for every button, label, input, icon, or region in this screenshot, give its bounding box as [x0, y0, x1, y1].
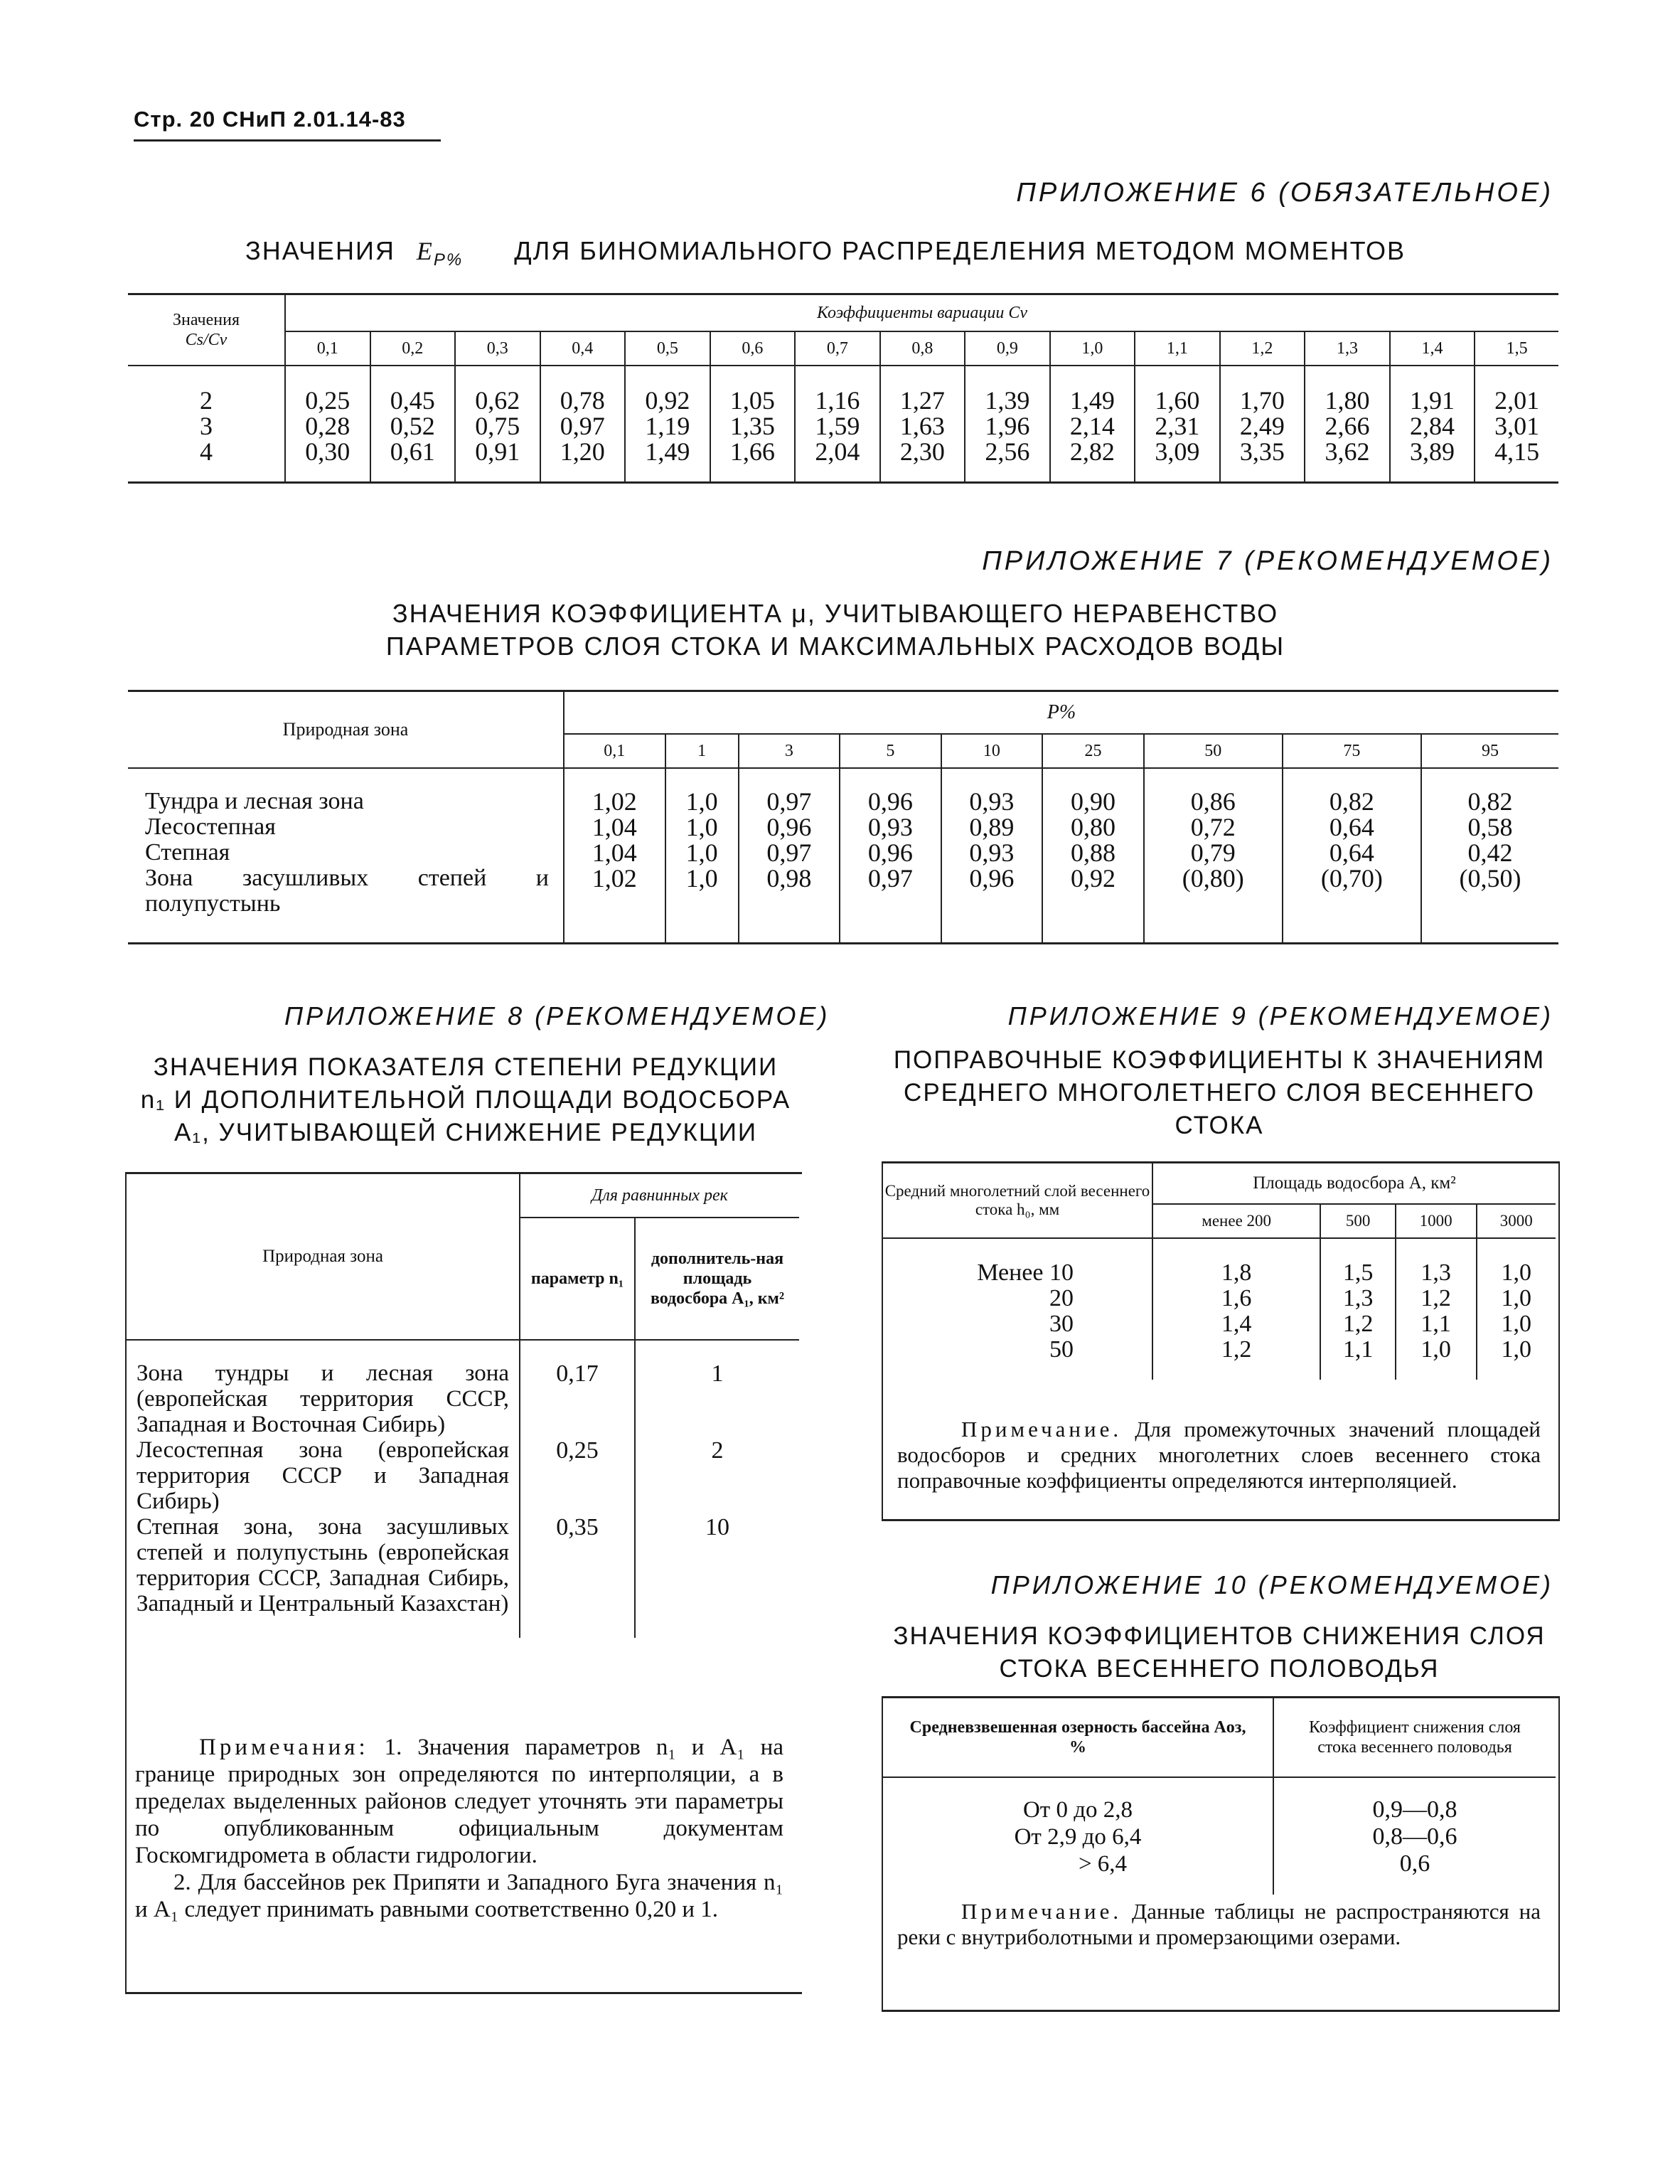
app9-table [883, 1163, 1556, 1380]
app6-col-header: 0,1 [285, 331, 370, 366]
app7-cell: 0,92 [1070, 864, 1115, 893]
app6-cell: 2,14 [1069, 412, 1115, 440]
app7-col-header: 0,1 [564, 734, 665, 768]
app7-col-header: 50 [1144, 734, 1283, 768]
app6-cell: 1,27 [899, 386, 945, 415]
app9-row-header: Средний многолетний слой весеннего стока h₀, мм [883, 1163, 1152, 1238]
app7-cell: 0,80 [1070, 813, 1115, 841]
app7-col-header: 75 [1283, 734, 1421, 768]
app9-title-line: ПОПРАВОЧНЫЕ КОЭФФИЦИЕНТЫ К ЗНАЧЕНИЯМ [893, 1046, 1546, 1074]
app9-cell: 1,0 [1501, 1285, 1531, 1311]
app8-title [121, 1051, 810, 1149]
app6-cell: 1,66 [729, 437, 775, 466]
app7-cell: (0,50) [1459, 864, 1521, 893]
app9-group-header: Площадь водосбора A, км² [1152, 1163, 1556, 1204]
app6-cell: 2,30 [899, 437, 945, 466]
app6-cell: 1,59 [815, 412, 860, 440]
app7-col-header: 10 [941, 734, 1043, 768]
app6-col-header: 0,3 [455, 331, 540, 366]
app6-cell: 1,91 [1409, 386, 1455, 415]
app6-title-sub: P% [433, 250, 464, 270]
app6-cell: 2,01 [1494, 386, 1540, 415]
app9-label: ПРИЛОЖЕНИЕ 9 (РЕКОМЕНДУЕМОЕ) [1007, 1001, 1553, 1030]
app9-cell: 1,2 [1420, 1285, 1451, 1311]
app6-cell: 0,75 [475, 412, 520, 440]
app8-note-lead: Примечания: [199, 1735, 369, 1760]
app9-cell: 1,2 [1221, 1336, 1252, 1363]
app9-row-label: Менее 10 [977, 1259, 1074, 1286]
app9-cell: 1,3 [1420, 1259, 1451, 1286]
app6-col-header: 0,4 [540, 331, 626, 366]
app7-cell: 1,0 [685, 864, 718, 893]
app6-cell: 1,49 [645, 437, 690, 466]
app9-col-header: 1000 [1396, 1204, 1477, 1238]
app7-zone: Лесостепная [145, 814, 276, 840]
app8-group-header: Для равнинных рек [520, 1174, 799, 1218]
app9-col-header: 500 [1320, 1204, 1395, 1238]
app7-cell: 0,82 [1329, 787, 1374, 816]
app6-col-header: 1,5 [1475, 331, 1558, 366]
app6-cell: 1,63 [899, 412, 945, 440]
app6-cell: 3,62 [1325, 437, 1370, 466]
app8-note-1: 1. Значения параметров n₁ и A₁ на границе природных зон определяются по интерполяции, а в пределах выделенных районов следует уточнять эти параметры по опубликованным официальным документам Госкомгидромета в области гидрологии. [135, 1735, 783, 1868]
app6-cell: 0,45 [390, 386, 435, 415]
app6-cell: 2,04 [815, 437, 860, 466]
app9-title-line: СТОКА [1175, 1112, 1264, 1139]
app6-table [128, 293, 1558, 484]
app6-cell: 3,89 [1409, 437, 1455, 466]
app7-cell: 0,86 [1190, 787, 1236, 816]
app7-cell: 1,02 [592, 787, 637, 816]
app6-row-label: 4 [200, 437, 213, 466]
app7-cell: 0,97 [766, 838, 812, 867]
app9-row-label: 30 [1049, 1311, 1074, 1337]
app6-cell: 1,16 [815, 386, 860, 415]
app8-label: ПРИЛОЖЕНИЕ 8 (РЕКОМЕНДУЕМОЕ) [284, 1001, 830, 1030]
app9-row-label: 20 [1049, 1285, 1074, 1311]
app7-cell: 0,96 [766, 813, 812, 841]
app8-notes [135, 1734, 783, 1923]
app8-title-line: A₁, УЧИТЫВАЮЩЕЙ СНИЖЕНИЕ РЕДУКЦИИ [173, 1119, 758, 1146]
app10-coefs [1273, 1777, 1556, 1895]
app9-cell: 1,4 [1221, 1311, 1252, 1337]
app10-note-lead: Примечание. [961, 1899, 1123, 1924]
app6-cell: 0,52 [390, 412, 435, 440]
app8-title-line: ЗНАЧЕНИЯ ПОКАЗАТЕЛЯ СТЕПЕНИ РЕДУКЦИИ [153, 1053, 779, 1081]
app8-row-a1: 10 [635, 1514, 799, 1638]
app7-title-line: ЗНАЧЕНИЯ КОЭФФИЦИЕНТА μ, УЧИТЫВАЮЩЕГО НЕРАВЕНСТВО [392, 599, 1279, 628]
app7-col-header: 1 [665, 734, 739, 768]
app6-cell: 0,97 [560, 412, 605, 440]
header-rule [134, 139, 441, 142]
app9-cell: 1,0 [1501, 1311, 1531, 1337]
app10-title [874, 1620, 1564, 1685]
app7-cell: 0,58 [1467, 813, 1513, 841]
app6-col-header: 1,3 [1305, 331, 1390, 366]
app6-cell: 0,91 [475, 437, 520, 466]
app6-cell: 1,39 [985, 386, 1030, 415]
app8-table [127, 1174, 799, 1638]
app7-col-header: 25 [1042, 734, 1144, 768]
app9-cell: 1,1 [1420, 1311, 1451, 1337]
app6-row-label: 3 [200, 412, 213, 440]
app6-cell: 0,92 [645, 386, 690, 415]
app7-col-header: 95 [1421, 734, 1558, 768]
app7-cell: 0,42 [1467, 838, 1513, 867]
app8-row-zone: Степная зона, зона засушливых степей и полупустынь (европейская территория СССР, Западная Сибирь, Западный и Центральный Казахстан) [137, 1514, 509, 1616]
app8-row-a1: 1 [635, 1340, 799, 1437]
app7-cell: 0,82 [1467, 787, 1513, 816]
app7-cell: 0,96 [867, 787, 913, 816]
app9-row-labels [883, 1238, 1152, 1380]
app7-zone-header: Природная зона [128, 691, 564, 769]
app6-cell: 0,25 [305, 386, 351, 415]
app8-zone-header: Природная зона [127, 1174, 520, 1340]
app6-cell: 3,35 [1239, 437, 1285, 466]
app7-cell: 1,0 [685, 813, 718, 841]
app6-col-header: 1,1 [1135, 331, 1220, 366]
app9-cell: 1,2 [1342, 1311, 1374, 1337]
app7-cell: (0,70) [1320, 864, 1383, 893]
app7-zone: Тундра и лесная зона [145, 788, 364, 814]
app6-cell: 1,20 [560, 437, 605, 466]
app6-cell: 0,61 [390, 437, 435, 466]
app6-cell: 1,49 [1069, 386, 1115, 415]
app7-cell: 0,96 [969, 864, 1015, 893]
app8-col-n1: параметр n₁ [520, 1218, 635, 1340]
app9-cell: 1,3 [1342, 1285, 1374, 1311]
app6-cell: 1,80 [1325, 386, 1370, 415]
app10-table [883, 1698, 1556, 1895]
app9-cell: 1,6 [1221, 1285, 1252, 1311]
app7-title [128, 597, 1543, 663]
app10-coef: 0,8—0,6 [1372, 1823, 1457, 1850]
app7-cell: 0,96 [867, 838, 913, 867]
app7-cell: 0,89 [969, 813, 1015, 841]
app6-row-header [128, 294, 285, 366]
page-header: Стр. 20 СНиП 2.01.14-83 [134, 107, 406, 132]
app8-row-n1: 0,17 [520, 1340, 635, 1437]
app6-cell: 2,31 [1155, 412, 1200, 440]
app6-cell: 2,66 [1325, 412, 1370, 440]
app10-coef: 0,6 [1399, 1850, 1430, 1877]
app6-col-header: 0,2 [370, 331, 456, 366]
app6-col-header: 1,2 [1220, 331, 1305, 366]
app10-ranges [883, 1777, 1273, 1895]
app10-title-line: СТОКА ВЕСЕННЕГО ПОЛОВОДЬЯ [999, 1655, 1440, 1683]
app6-cell: 2,82 [1069, 437, 1115, 466]
app7-col-header: 3 [739, 734, 840, 768]
app6-cell: 1,19 [645, 412, 690, 440]
app7-table [128, 690, 1558, 944]
app7-cell: 0,93 [969, 787, 1015, 816]
app10-title-line: ЗНАЧЕНИЯ КОЭФФИЦИЕНТОВ СНИЖЕНИЯ СЛОЯ [893, 1622, 1546, 1650]
app6-cell: 2,84 [1409, 412, 1455, 440]
app6-row-labels [128, 366, 285, 483]
app7-cell: 0,97 [766, 787, 812, 816]
app6-cell: 2,49 [1239, 412, 1285, 440]
app7-cell: 1,0 [685, 838, 718, 867]
app7-zone: Степная [145, 839, 230, 865]
app6-title-right: ДЛЯ БИНОМИАЛЬНОГО РАСПРЕДЕЛЕНИЯ МЕТОДОМ МОМЕНТОВ [514, 236, 1406, 265]
app10-range: От 2,9 до 6,4 [1014, 1824, 1142, 1850]
app6-cell: 3,09 [1155, 437, 1200, 466]
app7-zone: Зона засушливых степей и полупустынь [145, 865, 549, 917]
app9-note-text: Для промежуточных значений площадей водосборов и средних многолетних слоев весеннего стока поправочные коэффициенты определяются интерполяцией. [897, 1417, 1541, 1493]
app8-row-zone: Лесостепная зона (европейская территория СССР и Западная Сибирь) [137, 1437, 509, 1514]
app8-row-n1: 0,35 [520, 1514, 635, 1638]
app6-cell: 1,35 [729, 412, 775, 440]
app8-note-2: 2. Для бассейнов рек Припяти и Западного Буга значения n₁ и A₁ следует принимать равными соответственно 0,20 и 1. [135, 1870, 783, 1922]
app8-row-zone: Зона тундры и лесная зона (европейская территория СССР, Западная и Восточная Сибирь) [137, 1360, 509, 1437]
app9-title [874, 1044, 1564, 1142]
app6-cell: 0,30 [305, 437, 351, 466]
app7-cell: 0,97 [867, 864, 913, 893]
app6-row-header-2: Cs/Cv [185, 331, 228, 349]
app7-cell: 1,02 [592, 864, 637, 893]
app6-cell: 0,78 [560, 386, 605, 415]
app10-note-text: Данные таблицы не распространяются на реки с внутриболотными и промерзающими озерами. [897, 1899, 1541, 1949]
app9-cell: 1,0 [1501, 1259, 1531, 1286]
app9-note [897, 1417, 1541, 1493]
app9-cell: 1,1 [1342, 1336, 1374, 1363]
app6-col-header: 0,9 [965, 331, 1050, 366]
app6-cell: 1,70 [1239, 386, 1285, 415]
app7-cell: (0,80) [1182, 864, 1244, 893]
app9-cell: 1,5 [1342, 1259, 1374, 1286]
app6-title [245, 235, 1406, 277]
app6-title-left: ЗНАЧЕНИЯ [245, 236, 395, 265]
app7-cell: 0,64 [1329, 813, 1374, 841]
app6-col-header: 1,0 [1050, 331, 1135, 366]
app9-cell: 1,0 [1501, 1336, 1531, 1363]
app6-cell: 2,56 [985, 437, 1030, 466]
app6-col-header: 0,6 [710, 331, 796, 366]
app6-col-header: 0,8 [880, 331, 965, 366]
app8-col-a1: дополнитель-ная площадь водосбора A₁, км² [635, 1218, 799, 1340]
app9-col-header: менее 200 [1152, 1204, 1320, 1238]
app10-label: ПРИЛОЖЕНИЕ 10 (РЕКОМЕНДУЕМОЕ) [990, 1570, 1553, 1599]
app7-cell: 0,93 [867, 813, 913, 841]
app6-col-header: 0,7 [795, 331, 880, 366]
app6-row-header-1: Значения [172, 311, 240, 329]
app6-title-symbol: E [416, 237, 434, 265]
app8-row-n1: 0,25 [520, 1437, 635, 1514]
app6-col-header: 1,4 [1390, 331, 1475, 366]
app10-note [897, 1899, 1541, 1950]
app10-col-lake: Средневзвешенная озерность бассейна Aоз, % [883, 1698, 1273, 1777]
app6-cell: 4,15 [1494, 437, 1540, 466]
app7-group-header: P% [564, 691, 1558, 735]
app6-cell: 3,01 [1494, 412, 1540, 440]
app7-cell: 0,64 [1329, 838, 1374, 867]
app7-cell: 1,04 [592, 838, 637, 867]
app7-zones [128, 768, 564, 944]
app7-cell: 0,88 [1070, 838, 1115, 867]
app6-group-header: Коэффициенты вариации Cv [285, 294, 1558, 332]
app9-row-label: 50 [1049, 1336, 1074, 1363]
app7-title-line: ПАРАМЕТРОВ СЛОЯ СТОКА И МАКСИМАЛЬНЫХ РАСХОДОВ ВОДЫ [385, 632, 1285, 661]
app10-coef: 0,9—0,8 [1372, 1796, 1457, 1823]
app6-cell: 0,28 [305, 412, 351, 440]
app10-range: > 6,4 [1078, 1851, 1128, 1877]
app10-col-coef: Коэффициент снижения слоя стока весеннего половодья [1273, 1698, 1556, 1777]
app9-col-header: 3000 [1477, 1204, 1556, 1238]
app9-note-lead: Примечание. [961, 1417, 1123, 1442]
app7-cell: 0,98 [766, 864, 812, 893]
app6-row-label: 2 [200, 386, 213, 415]
app7-cell: 1,04 [592, 813, 637, 841]
app7-cell: 0,93 [969, 838, 1015, 867]
app7-label: ПРИЛОЖЕНИЕ 7 (РЕКОМЕНДУЕМОЕ) [982, 546, 1553, 576]
app6-cell: 0,62 [475, 386, 520, 415]
app6-cell: 1,60 [1155, 386, 1200, 415]
app10-range: От 0 до 2,8 [1022, 1797, 1133, 1823]
app8-row-a1: 2 [635, 1437, 799, 1514]
app9-cell: 1,0 [1420, 1336, 1451, 1363]
app6-cell: 1,05 [729, 386, 775, 415]
app7-cell: 0,79 [1190, 838, 1236, 867]
app7-cell: 1,0 [685, 787, 718, 816]
app6-col-header: 0,5 [625, 331, 710, 366]
app7-col-header: 5 [840, 734, 941, 768]
app9-title-line: СРЕДНЕГО МНОГОЛЕТНЕГО СЛОЯ ВЕСЕННЕГО [904, 1079, 1535, 1107]
app6-cell: 1,96 [985, 412, 1030, 440]
app9-cell: 1,8 [1221, 1259, 1252, 1286]
app8-title-line: n₁ И ДОПОЛНИТЕЛЬНОЙ ПЛОЩАДИ ВОДОСБОРА [140, 1086, 791, 1114]
app7-cell: 0,90 [1070, 787, 1115, 816]
app7-cell: 0,72 [1190, 813, 1236, 841]
app6-label: ПРИЛОЖЕНИЕ 6 (ОБЯЗАТЕЛЬНОЕ) [1016, 178, 1553, 208]
